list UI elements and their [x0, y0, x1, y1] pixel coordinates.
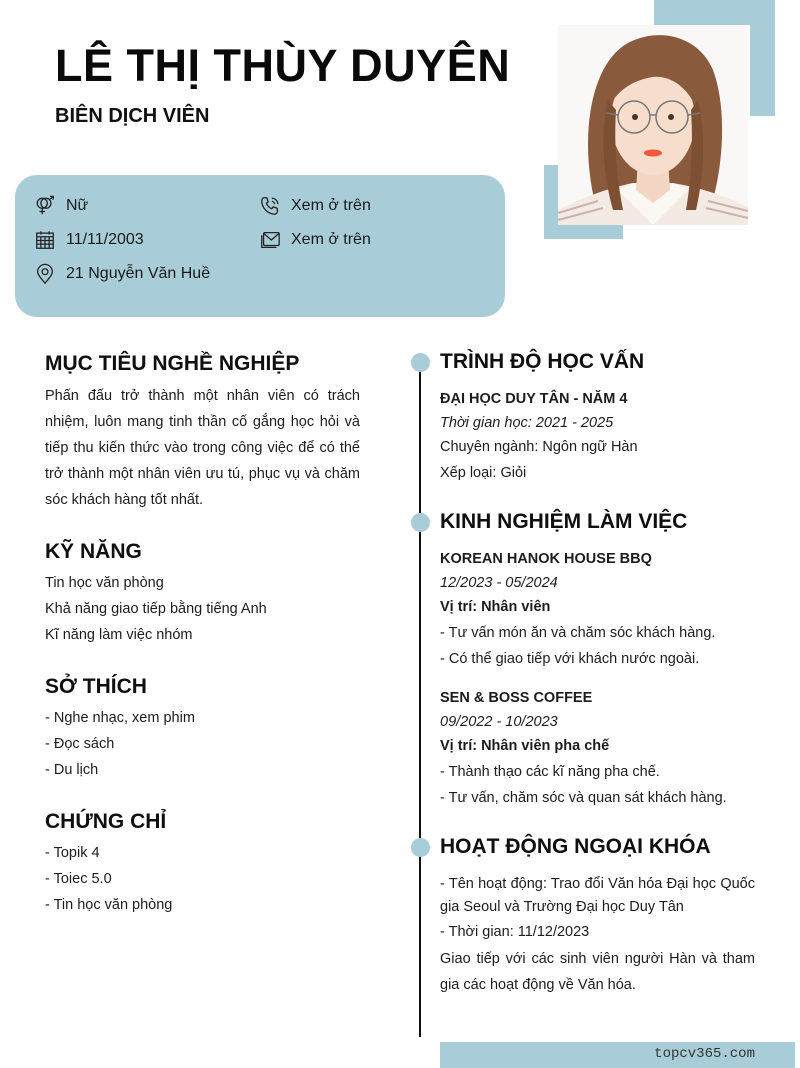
education-school: ĐẠI HỌC DUY TÂN - NĂM 4 — [440, 391, 628, 407]
skill-item: Khả năng giao tiếp bằng tiếng Anh — [45, 601, 267, 617]
job-title: BIÊN DỊCH VIÊN — [55, 105, 210, 127]
contact-address — [34, 263, 210, 285]
job-position: Vị trí: Nhân viên pha chế — [440, 738, 610, 754]
hobby-item: - Đọc sách — [45, 736, 115, 752]
contact-email — [259, 229, 371, 251]
profile-photo — [558, 25, 748, 225]
job-position: Vị trí: Nhân viên — [440, 599, 551, 615]
contact-gender — [34, 195, 88, 217]
education-major: Chuyên ngành: Ngôn ngữ Hàn — [440, 439, 638, 455]
education-rank: Xếp loại: Giỏi — [440, 465, 527, 481]
certificates-title: CHỨNG CHỈ — [45, 810, 167, 833]
hobby-item: - Nghe nhạc, xem phim — [45, 710, 195, 726]
job-period: 09/2022 - 10/2023 — [440, 714, 558, 730]
email-value: Xem ở trên — [291, 231, 371, 248]
job-company: SEN & BOSS COFFEE — [440, 690, 593, 706]
phone-value: Xem ở trên — [291, 197, 371, 214]
hobby-item: - Du lịch — [45, 762, 99, 778]
activity-name: - Tên hoạt động: Trao đổi Văn hóa Đại học Quốc gia Seoul và Trường Đại học Duy Tân — [440, 876, 755, 915]
mail-icon — [259, 229, 281, 251]
activities-title: HOẠT ĐỘNG NGOẠI KHÓA — [440, 835, 711, 858]
footer-bar — [440, 1042, 795, 1068]
candidate-name: LÊ THỊ THÙY DUYÊN — [55, 40, 511, 91]
job-task: - Tư vấn món ăn và chăm sóc khách hàng. — [440, 625, 716, 641]
timeline-dot-experience — [411, 513, 430, 532]
activity-time: - Thời gian: 11/12/2023 — [440, 924, 590, 940]
birthday-value: 11/11/2003 — [66, 231, 144, 248]
location-pin-icon — [34, 263, 56, 285]
activity-description: Giao tiếp với các sinh viên người Hàn và tham gia các hoạt động về Văn hóa. — [440, 951, 755, 993]
phone-icon — [259, 195, 281, 217]
skill-item: Tin học văn phòng — [45, 575, 164, 591]
gender-value: Nữ — [66, 197, 89, 214]
timeline-line — [419, 362, 421, 1037]
certificate-item: - Tin học văn phòng — [45, 897, 173, 913]
skill-item: Kĩ năng làm việc nhóm — [45, 627, 193, 643]
calendar-icon — [34, 229, 56, 251]
education-period: Thời gian học: 2021 - 2025 — [440, 415, 614, 431]
certificate-item: - Toiec 5.0 — [45, 871, 112, 887]
job-task: - Thành thạo các kĩ năng pha chế. — [440, 764, 660, 780]
hobbies-title: SỞ THÍCH — [45, 675, 147, 698]
contact-info-box — [15, 175, 505, 317]
skills-title: KỸ NĂNG — [45, 540, 142, 563]
footer-watermark: topcv365.com — [654, 1046, 755, 1062]
job-period: 12/2023 - 05/2024 — [440, 575, 558, 591]
experience-title: KINH NGHIỆM LÀM VIỆC — [440, 510, 688, 533]
certificate-item: - Topik 4 — [45, 845, 100, 861]
photo-frame-bottom-bar — [544, 225, 623, 239]
job-task: - Có thể giao tiếp với khách nước ngoài. — [440, 651, 700, 667]
address-value: 21 Nguyễn Văn Huề — [66, 265, 211, 282]
objective-text: Phấn đấu trở thành một nhân viên có trách nhiệm, luôn mang tinh thần cố gắng học hỏi và tiếp thu kiến thức vào trong công việc để có thể trở thành một nhân viên ưu tú, phục vụ và chăm sóc khách hàng tốt nhất. — [45, 388, 360, 508]
objective-title: MỤC TIÊU NGHỀ NGHIỆP — [45, 352, 300, 375]
timeline-dot-education — [411, 353, 430, 372]
education-title: TRÌNH ĐỘ HỌC VẤN — [440, 350, 645, 373]
photo-frame-right-bar — [750, 0, 775, 116]
job-company: KOREAN HANOK HOUSE BBQ — [440, 551, 652, 567]
contact-phone — [259, 195, 371, 217]
job-task: - Tư vấn, chăm sóc và quan sát khách hàng. — [440, 790, 727, 806]
timeline-dot-activities — [411, 838, 430, 857]
gender-icon — [34, 195, 56, 217]
contact-birthday — [34, 229, 144, 251]
